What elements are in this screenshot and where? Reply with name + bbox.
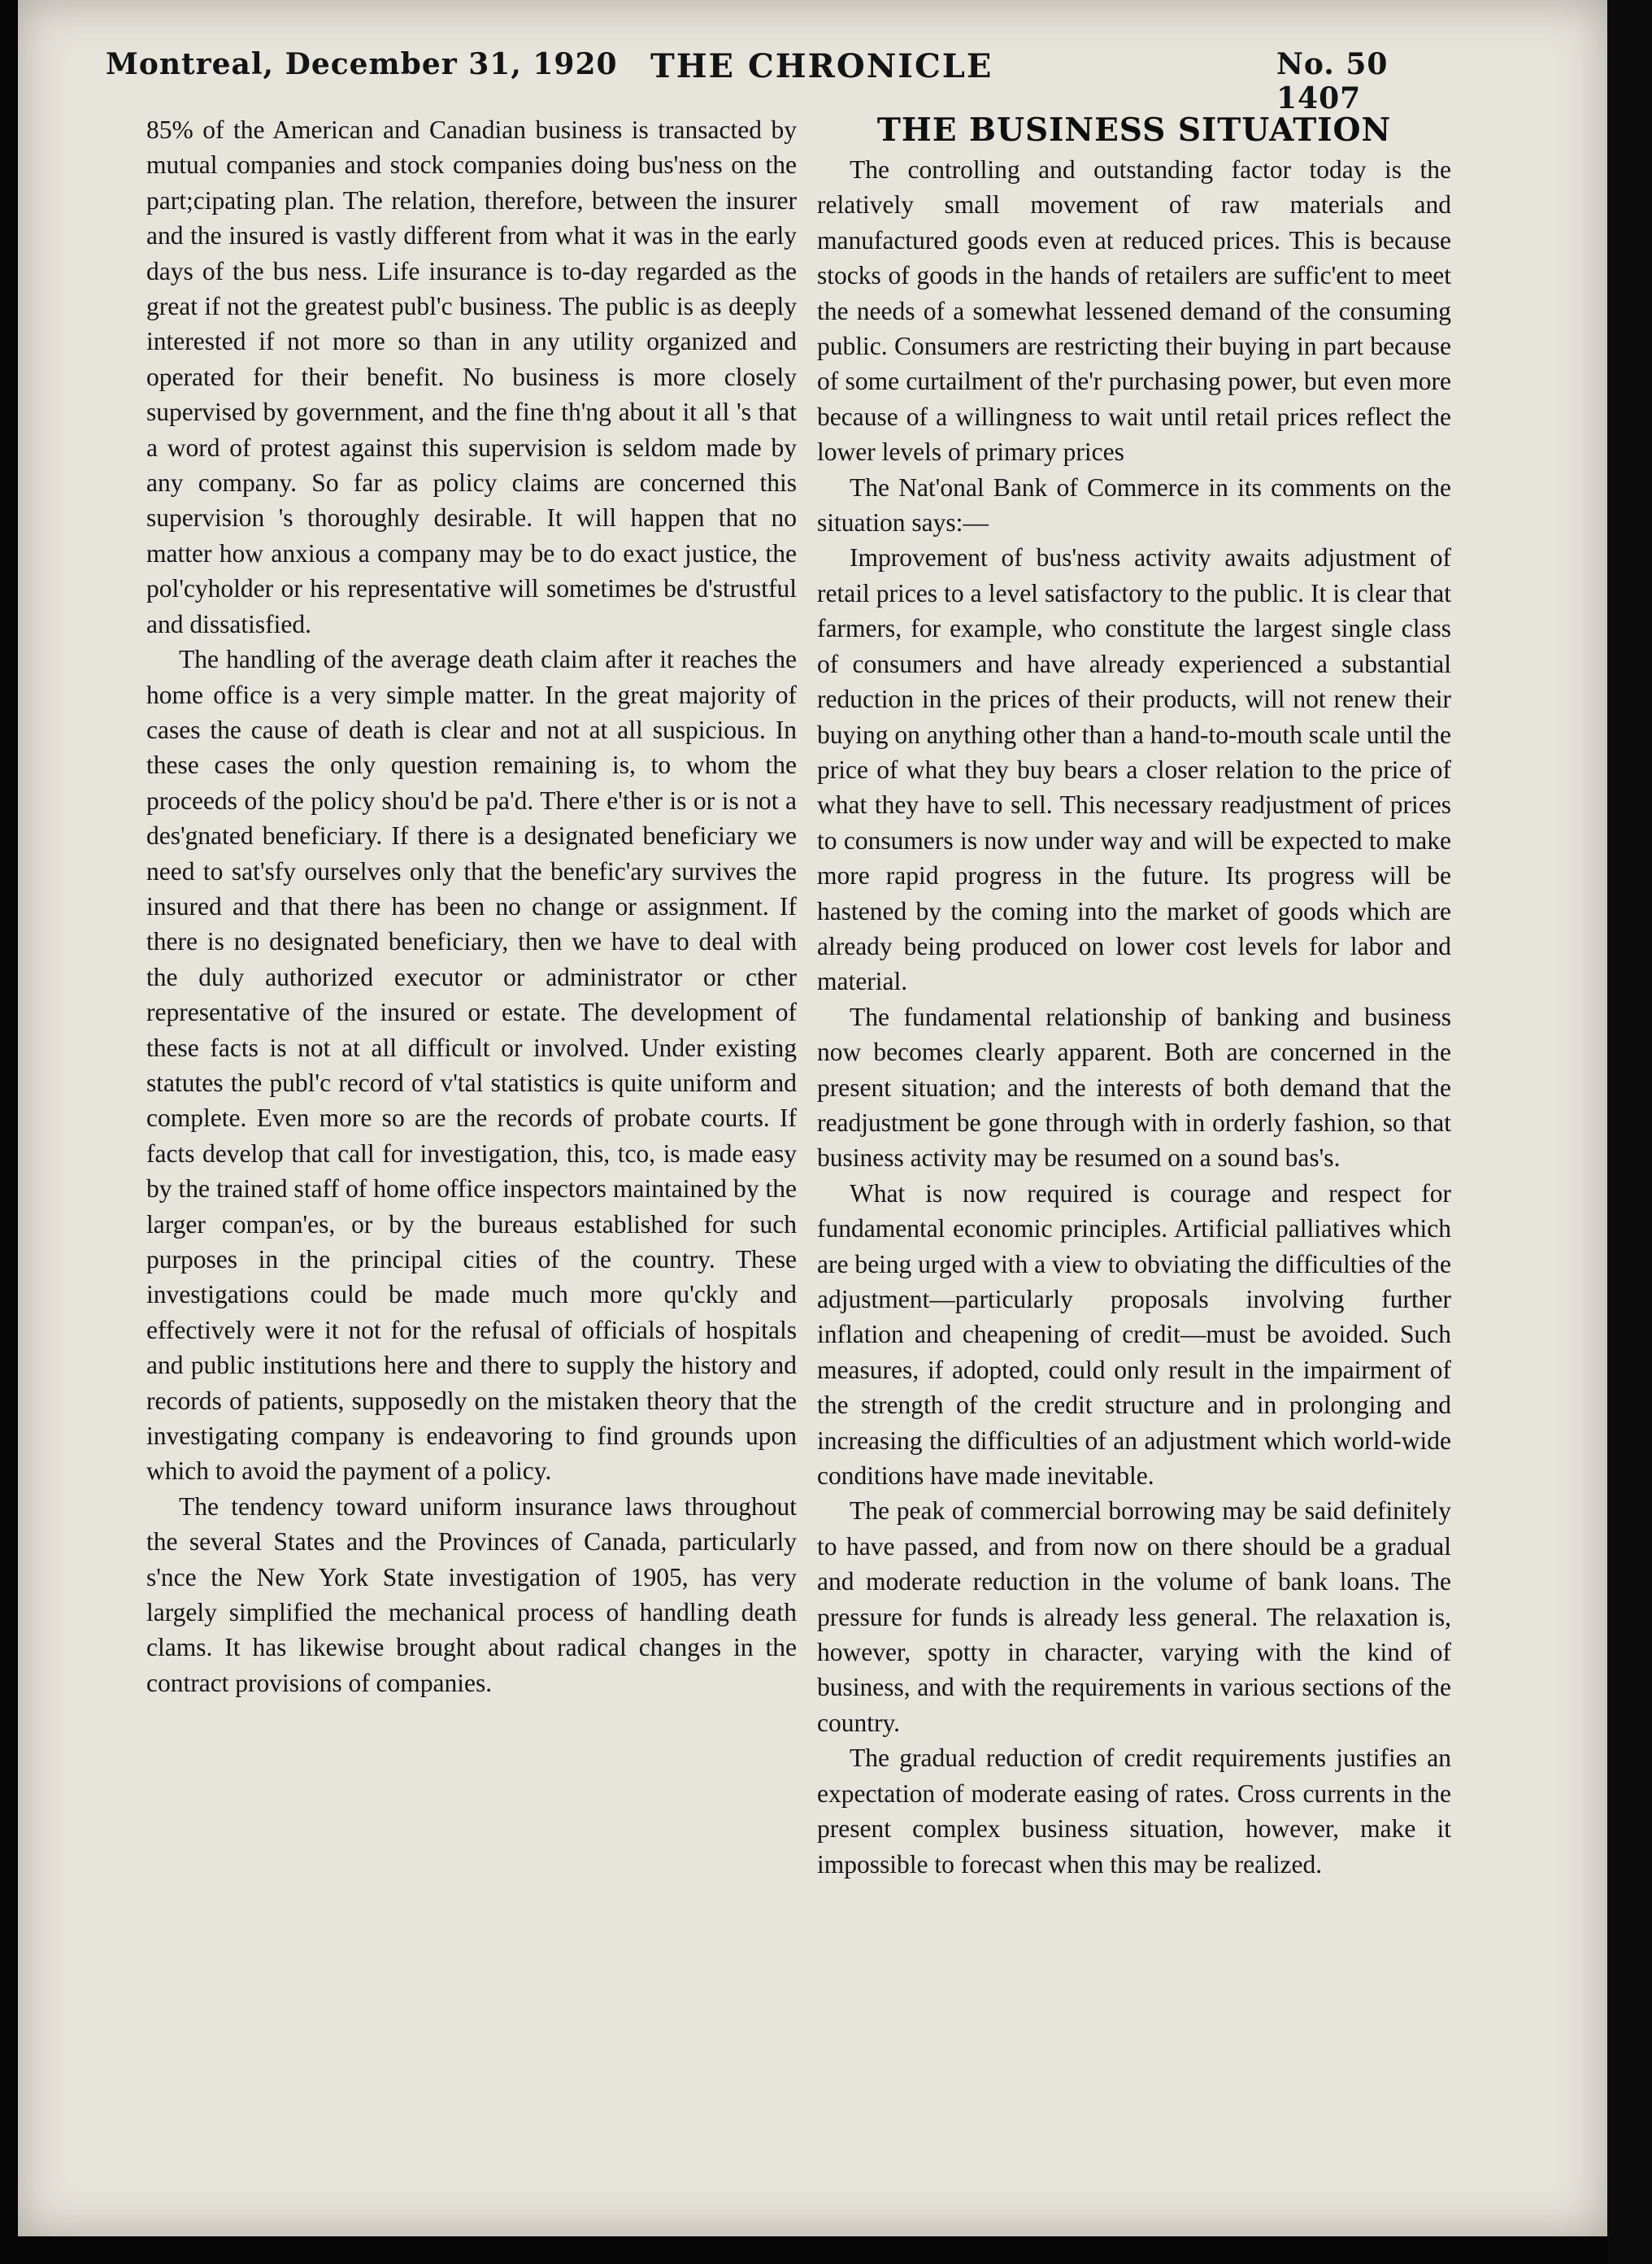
left-paragraph-3: The tendency toward uniform insurance laws throughout the several States and the Provinces of Canada, particularly s'nce the New York State investigation of 1905, has very largely simplified the mechanical process of handling death clams. It has likewise brought about radical changes in the contract provisions of companies. bbox=[146, 1491, 797, 1697]
header-masthead: THE CHRONICLE bbox=[650, 47, 993, 85]
left-paragraph-2: The handling of the average death claim after it reaches the home office is a very simple matter. In the great majority of cases the cause of death is clear and not at all suspicious. In these cases the only question remaining is, to whom the proceeds of the policy shou'd be pa'd. There e'ther is or is not a des'gnated beneficiary. If there is a designated beneficiary we need to sat'sfy ourselves only that the benefic'ary survives the insured and that there has been no change or assignment. If there is no designated beneficiary, then we have to deal with the duly authorized executor or administrator or cther representative of the insured or estate. The development of these facts is not at all difficult or involved. Under existing statutes the publ'c record of v'tal statistics is quite uniform and complete. Even more so are the records of probate courts. If facts develop that call for investigation, this, tco, is made easy by the trained staff of home office inspectors maintained by the larger compan'es, or by the bureaus established for such purposes in the principal cities of the country. These investigations could be made much more qu'ckly and effectively were it not for the refusal of officials of hospitals and public institutions here and there to supply the history and records of patients, supposedly on the mistaken theory that the investigating company is endeavoring to find grounds upon which to avoid the payment of a policy. bbox=[146, 645, 797, 1486]
right-paragraph-1: The controlling and outstanding factor today is the relatively small movement of raw materials and manufactured goods even at reduced prices. This is because stocks of goods in the hands of retailers are suffic'ent to meet the needs of a somewhat lessened demand of the consuming public. Consumers are restricting their buying in part because of some curtailment of the'r purchasing power, but even more because of a willingness to wait until retail prices reflect the lower levels of primary prices bbox=[817, 155, 1451, 467]
right-paragraph-7: The gradual reduction of credit requirements justifies an expectation of moderate easing of rates. Cross currents in the present complex business situation, however, make it impossible to forecast when this may be realized. bbox=[817, 1744, 1451, 1879]
right-column bbox=[817, 110, 1451, 1882]
scan-edge bbox=[1607, 0, 1652, 2264]
header-dateline: Montreal, December 31, 1920 bbox=[106, 47, 618, 81]
right-paragraph-3: Improvement of bus'ness activity awaits adjustment of retail prices to a level satisfactory to the public. It is clear that farmers, for example, who constitute the largest single class of consumers and have already experienced a substantial reduction in the prices of their products, will not renew their buying on anything other than a hand-to-mouth scale until the price of what they buy bears a closer relation to the price of what they have to sell. This necessary readjustment of prices to consumers is now under way and will be expected to make more rapid progress in the future. Its progress will be hastened by the coming into the market of goods which are already being produced on lower cost levels for labor and material. bbox=[817, 543, 1451, 996]
section-title: THE BUSINESS SITUATION bbox=[876, 111, 1392, 149]
page-header bbox=[106, 47, 1472, 115]
header-issue-page: No. 50 1407 bbox=[1276, 47, 1389, 115]
left-paragraph-1: 85% of the American and Canadian business is transacted by mutual companies and stock companies doing bus'ness on the part;cipating plan. The relation, therefore, between the insurer and the insured is vastly different from what it was in the early days of the bus ness. Life insurance is to-day regarded as the great if not the greatest publ'c business. The public is as deeply interested if not more so than in any utility organized and operated for their benefit. No business is more closely supervised by government, and the fine th'ng about it all 's that a word of protest against this supervision is seldom made by any company. So far as policy claims are concerned this supervision 's thoroughly desirable. It will happen that no matter how anxious a company may be to do exact justice, the pol'cyholder or his representative will sometimes be d'strustful and dissatisfied. bbox=[146, 115, 797, 638]
right-paragraph-2: The Nat'onal Bank of Commerce in its comments on the situation says:— bbox=[817, 472, 1451, 538]
left-column bbox=[146, 112, 797, 1700]
right-paragraph-6: The peak of commercial borrowing may be said definitely to have passed, and from now on there should be a gradual and moderate reduction in the volume of bank loans. The pressure for funds is already less general. The relaxation is, however, spotty in character, varying with the kind of business, and with the requirements in various sections of the country. bbox=[817, 1496, 1451, 1737]
right-paragraph-5: What is now required is courage and respect for fundamental economic principles. Artificial palliatives which are being urged with a view to obviating the difficulties of the adjustment—particularly proposals involving further inflation and cheapening of credit—must be avoided. Such measures, if adopted, could only result in the impairment of the strength of the credit structure and in prolonging and increasing the difficulties of an adjustment which world-wide conditions have made inevitable. bbox=[817, 1178, 1452, 1491]
right-paragraph-4: The fundamental relationship of banking and business now becomes clearly apparent. Both are concerned in the present situation; and the interests of both demand that the readjustment be gone through with in orderly fashion, so that business activity may be resumed on a sound bas's. bbox=[817, 1002, 1451, 1173]
